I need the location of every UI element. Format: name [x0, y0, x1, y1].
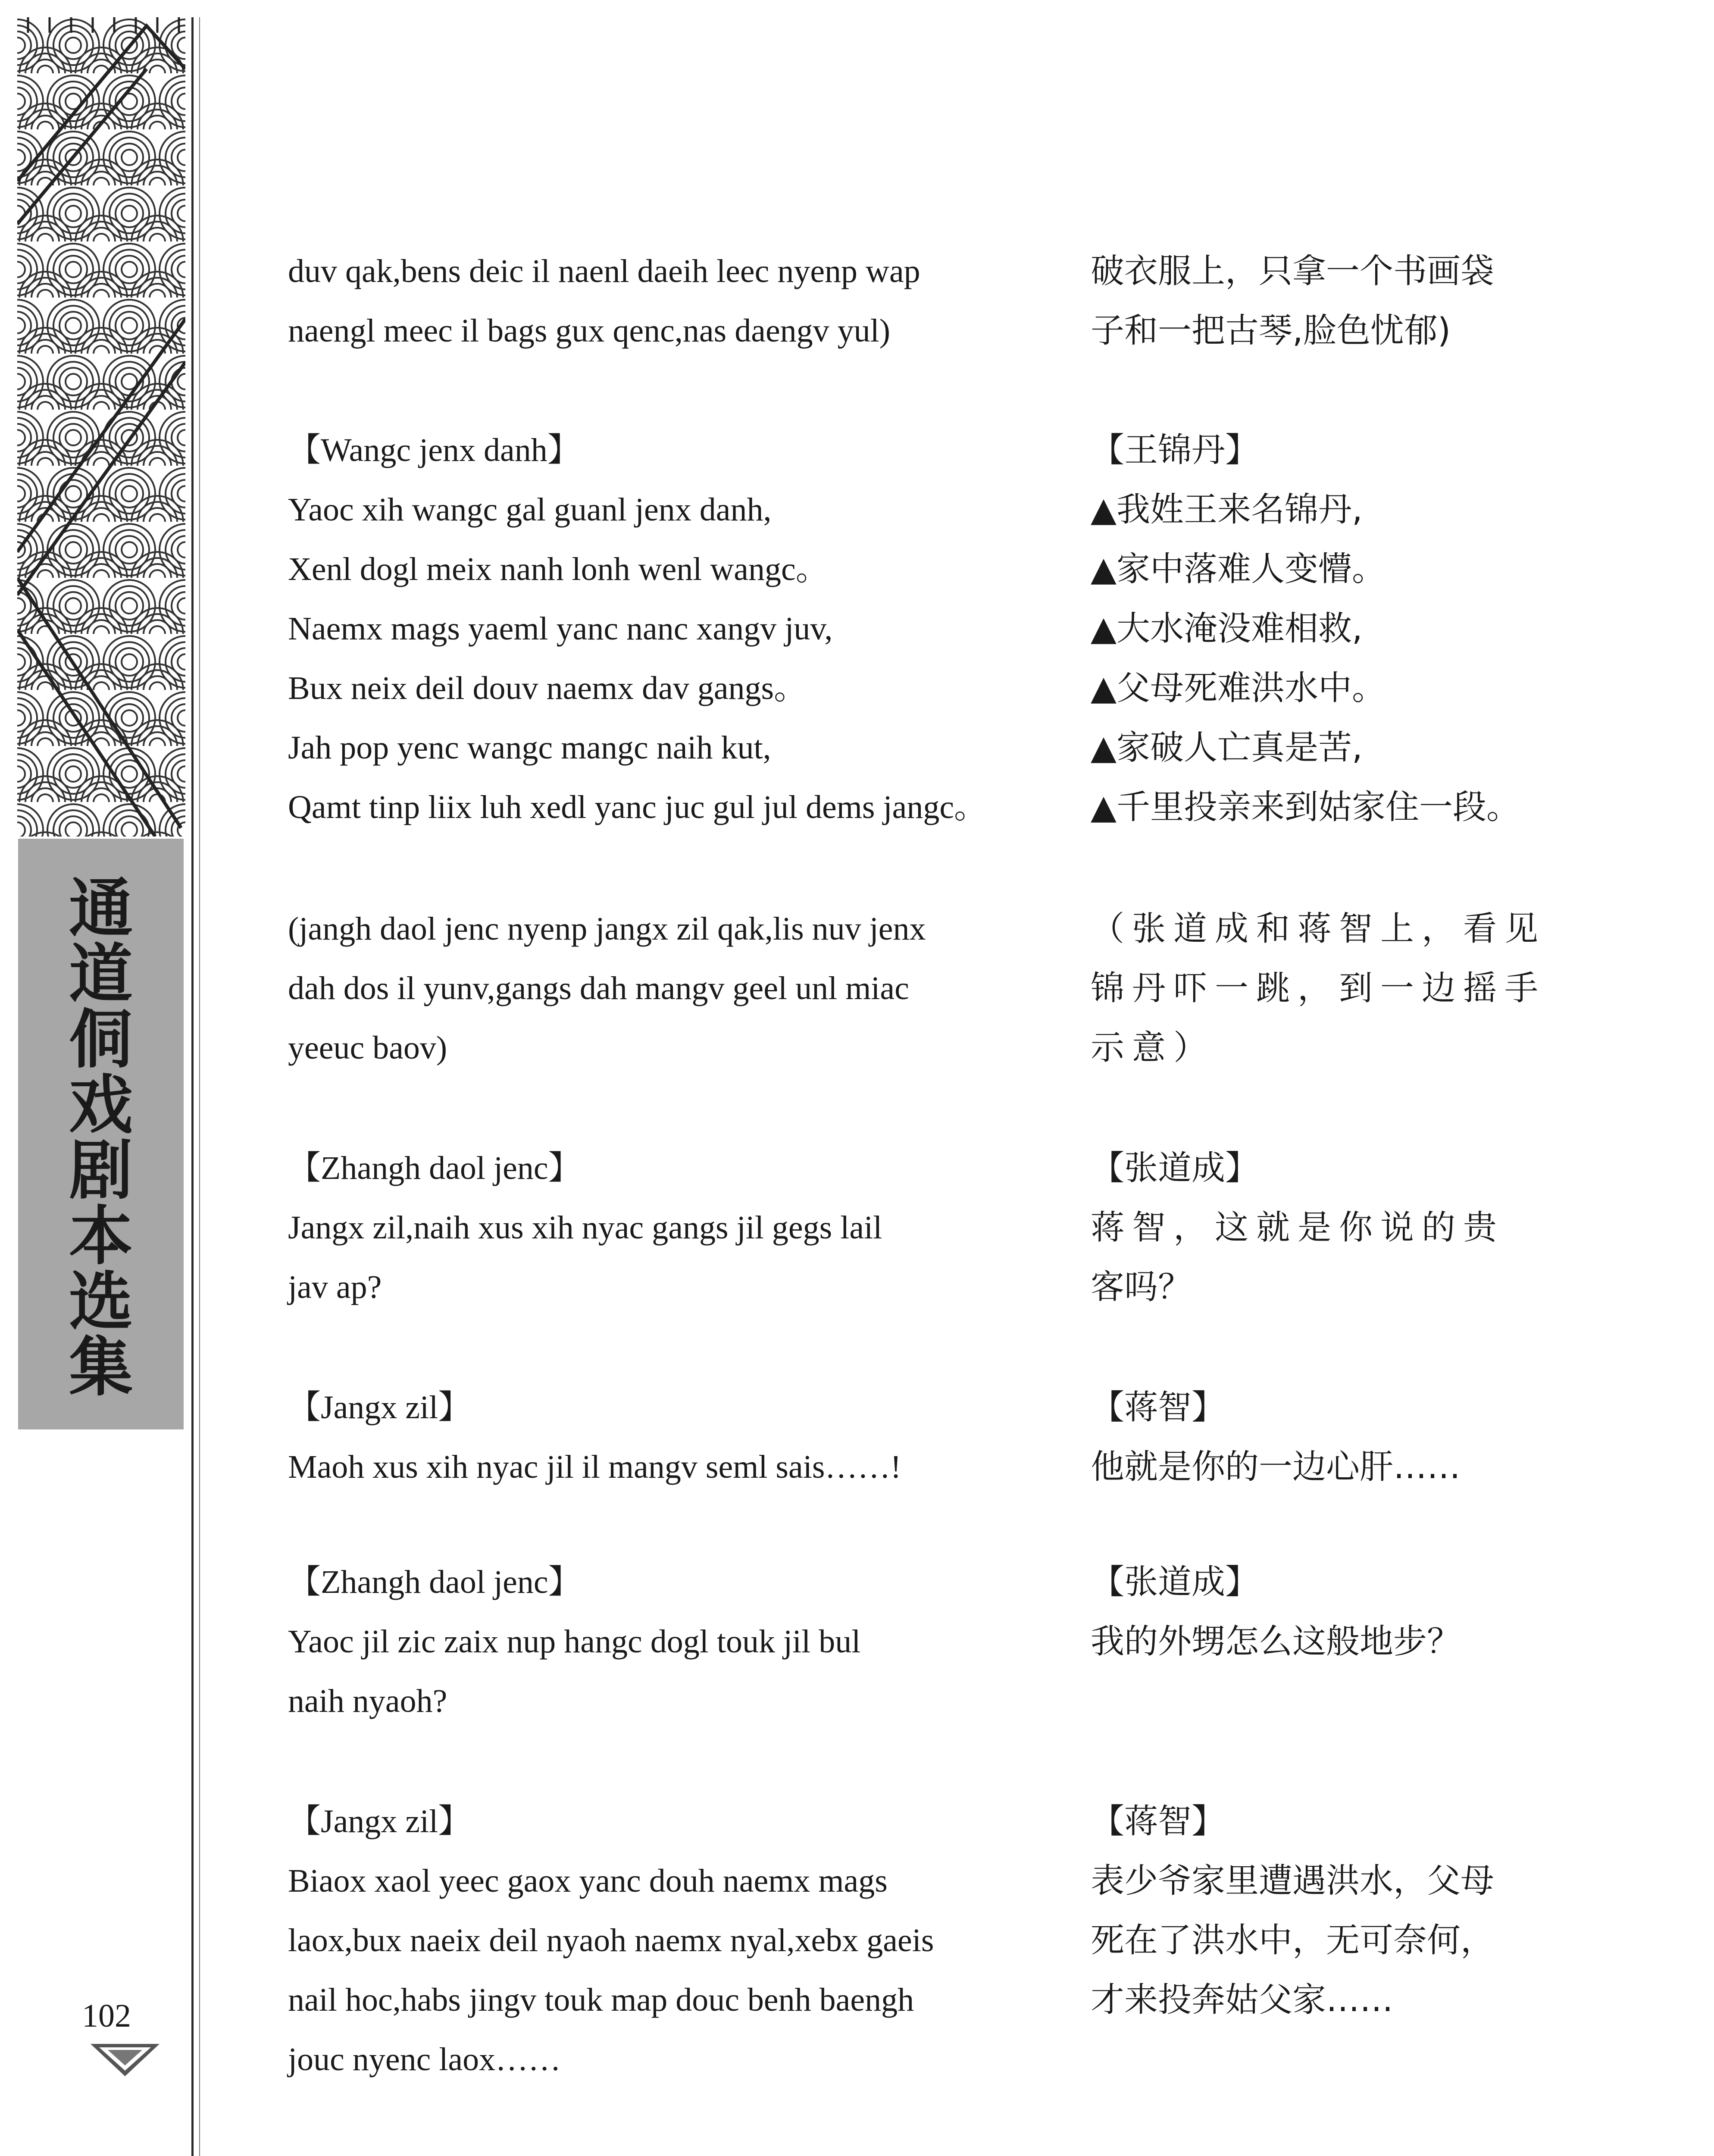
speaker-label: 【张道成】 [1091, 1563, 1259, 1601]
cloud-pattern-icon [17, 17, 185, 837]
speaker-label: 【张道成】 [1091, 1149, 1259, 1188]
margin-rule-thin [199, 17, 200, 2156]
speaker-label: 【Zhangh daol jenc】 [288, 1564, 581, 1600]
dong-block-2: 【Wangc jenx danh】 Yaoc xih wangc gal guanl jenx danh, Xenl dogl meix nanh lonh wenl wangc。 Naemx mags yaeml yanc nanc xangv juv, Bux neix deil douv naemx dav gangs。 Jah pop yenc wangc mangc naih kut, Qamt tinp liix luh xedl yanc juc gul jul dems jangc。 [288, 420, 1047, 837]
dong-block-3: (jangh daol jenc nyenp jangx zil qak,lis nuv jenx dah dos il yunv,gangs dah mangv geel unl miac yeeuc baov) [288, 911, 926, 1066]
speaker-label: 【蒋智】 [1091, 1388, 1226, 1427]
ornament-icon [91, 2040, 160, 2078]
chinese-block-3: （张道成和蒋智上，看见 锦丹吓一跳，到一边摇手 示意） [1091, 909, 1546, 1067]
page-number: 102 [82, 1998, 131, 2034]
chinese-block-7: 【蒋智】 表少爷家里遭遇洪水，父母 死在了洪水中，无可奈何， 才来投奔姑父家…… [1091, 1792, 1556, 2030]
book-title: 通 道 侗 戏 剧 本 选 集 [69, 871, 133, 1404]
dong-block-4: 【Zhangh daol jenc】 Jangx zil,naih xus xih nyac gangs jil gegs lail jav ap? [288, 1138, 1047, 1317]
speaker-label: 【Zhangh daol jenc】 [288, 1150, 581, 1186]
page-margin-decoration [0, 0, 185, 2156]
speaker-label: 【王锦丹】 [1091, 431, 1259, 470]
margin-rule [191, 17, 194, 2156]
speaker-label: 【Jangx zil】 [288, 1803, 471, 1839]
chinese-block-2: 【王锦丹】 ▲我姓王来名锦丹, ▲家中落难人变懵。 ▲大水淹没难相救, ▲父母死难洪水中。 ▲家破人亡真是苦, ▲千里投亲来到姑家住一段。 [1091, 420, 1556, 837]
dong-block-6: 【Zhangh daol jenc】 Yaoc jil zic zaix nup hangc dogl touk jil bul naih nyaoh? [288, 1552, 1047, 1731]
dong-block-7: 【Jangx zil】 Biaox xaol yeec gaox yanc douh naemx mags laox,bux naeix deil nyaoh naemx nyal,xebx gaeis nail hoc,habs jingv touk map douc benh baengh jouc nyenc laox…… [288, 1792, 1047, 2089]
chinese-block-6: 【张道成】 我的外甥怎么这般地步？ [1091, 1552, 1556, 1671]
dong-block-1: duv qak,bens deic il naenl daeih leec nyenp wap naengl meec il bags gux qenc,nas daengv yul) [288, 253, 920, 349]
chinese-block-4: 【张道成】 蒋智，这就是你说的贵 客吗？ [1091, 1138, 1556, 1317]
dong-block-5: 【Jangx zil】 Maoh xus xih nyac jil il mangv seml sais……! [288, 1378, 1047, 1497]
speaker-label: 【蒋智】 [1091, 1802, 1226, 1841]
speaker-label: 【Jangx zil】 [288, 1389, 471, 1426]
speaker-label: 【Wangc jenx danh】 [288, 432, 580, 468]
chinese-block-1: 破衣服上，只拿一个书画袋 子和一把古琴,脸色忧郁) [1091, 252, 1495, 350]
chinese-block-5: 【蒋智】 他就是你的一边心肝…… [1091, 1378, 1556, 1497]
